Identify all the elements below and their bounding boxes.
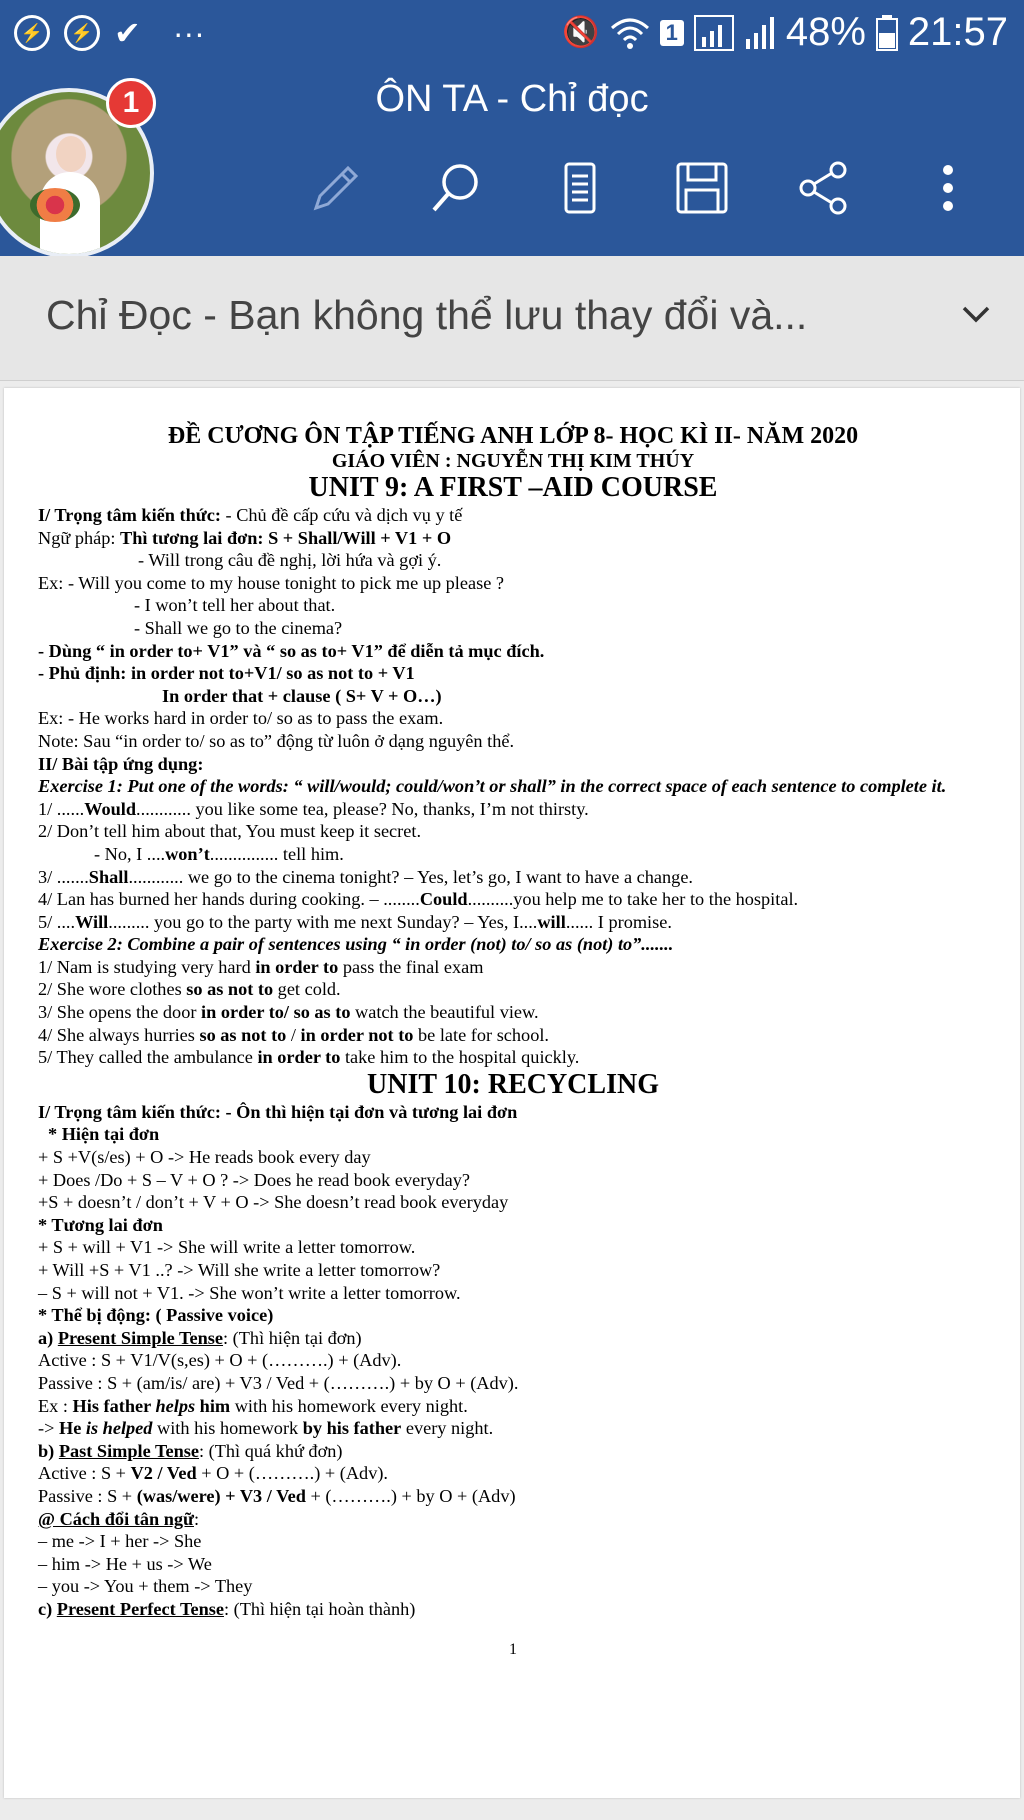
passive-example-2: [38, 1417, 988, 1440]
e1-2b-a: - No, I ....: [94, 843, 166, 864]
e2-2-a: 2/ She wore clothes: [38, 979, 187, 1000]
ex-object: him: [195, 1395, 231, 1416]
signal-icon: [694, 15, 734, 51]
present-simple-tense: [38, 1327, 988, 1350]
share-button[interactable]: [794, 158, 854, 218]
past-passive-a: Passive : S +: [38, 1485, 137, 1506]
e2-2-c: get cold.: [273, 979, 341, 1000]
e1-item-2b: [38, 843, 988, 866]
expand-banner-button[interactable]: [958, 296, 994, 337]
past-passive: [38, 1485, 988, 1508]
status-right-icons: [562, 10, 1008, 55]
ex2-helped: helped: [102, 1418, 153, 1439]
e2-3-c: watch the beautiful view.: [350, 1002, 539, 1023]
ps-line-3: +S + doesn’t / don’t + V + O -> She doesn’t read book everyday: [38, 1192, 509, 1213]
e1-5-c: ......... you go to the party with me next Sunday? – Yes, I....: [108, 911, 538, 932]
ppt-name: Present Perfect Tense: [56, 1598, 224, 1619]
u10-focus: I/ Trọng tâm kiến thức: - Ôn thì hiện tại đơn và tương lai đơn: [38, 1101, 518, 1122]
exercise-2-instructions: Exercise 2: Combine a pair of sentences using “ in order (not) to/ so as (not) to”.......: [38, 934, 674, 955]
past-active-c: + O + (……….) + (Adv).: [196, 1463, 388, 1484]
download-done-icon: ✔: [114, 15, 141, 51]
ps-line-2: + Does /Do + S – V + O ? -> Does he read book everyday?: [38, 1169, 470, 1190]
past-active-verb: V2 / Ved: [130, 1463, 197, 1484]
pencil-icon: [308, 160, 364, 216]
present-simple-heading: * Hiện tại đơn: [48, 1124, 160, 1145]
more-vertical-icon: [938, 160, 958, 216]
present-perfect-tense: [38, 1598, 988, 1621]
e2-4-answer: so as not to: [199, 1024, 287, 1045]
e1-1-answer: Would: [84, 798, 137, 819]
e1-item-1: [38, 798, 988, 821]
status-bar: [0, 0, 1024, 74]
battery-icon: [876, 15, 898, 51]
past-active: [38, 1462, 988, 1485]
ex2-subject: He: [58, 1418, 82, 1439]
e1-3-c: ............ we go to the cinema tonight? – Yes, let’s go, I want to have a change.: [128, 866, 694, 887]
pst-active: Active : S + V1/V(s,es) + O + (……….) + (Adv).: [38, 1350, 402, 1371]
u9-focus-label: I/ Trọng tâm kiến thức:: [38, 505, 221, 525]
exercise-1-instructions: Exercise 1: Put one of the words: “ will/would; could/won’t or shall” in the correct space of each sentence to complete it.: [38, 776, 947, 797]
e1-3-answer: Shall: [88, 866, 129, 887]
note-line: Note: Sau “in order to/ so as to” động từ luôn ở dạng nguyên thể.: [38, 730, 515, 751]
past-passive-c: + (……….) + by O + (Adv): [305, 1485, 516, 1506]
pron-colon: :: [193, 1508, 200, 1529]
ex2-end: every night.: [401, 1418, 494, 1439]
ex-prefix: Ex :: [38, 1395, 73, 1416]
e1-2b-c: ............... tell him.: [209, 843, 344, 864]
app-bar: [0, 74, 1024, 256]
unit9-heading: UNIT 9: A FIRST –AID COURSE: [308, 472, 718, 503]
e1-3-a: 3/ .......: [38, 866, 89, 887]
reading-view-button[interactable]: [550, 158, 610, 218]
battery-percent: 48%: [785, 10, 866, 54]
ex2-is: is: [85, 1418, 99, 1439]
wifi-icon: [610, 16, 650, 50]
e2-5-c: take him to the hospital quickly.: [340, 1047, 580, 1068]
example-4: Ex: - He works hard in order to/ so as to pass the exam.: [38, 708, 444, 729]
avatar-face: [56, 136, 86, 172]
past-name: Past Simple Tense: [58, 1440, 200, 1461]
pst-vi: : (Thì hiện tại đơn): [223, 1327, 362, 1348]
ex-rest: with his homework every night.: [230, 1395, 468, 1416]
e1-4-a: 4/ Lan has burned her hands during cooking. – ........: [38, 889, 420, 910]
u9-focus-text: - Chủ đề cấp cứu và dịch vụ y tế: [220, 505, 463, 525]
ppt-vi: : (Thì hiện tại hoàn thành): [223, 1598, 416, 1619]
ps-line-1: + S +V(s/es) + O -> He reads book every day: [38, 1147, 371, 1168]
avatar-flowers: [30, 188, 80, 222]
grammar-line: [38, 527, 988, 550]
e2-item-1: [38, 956, 988, 979]
past-vi: : (Thì quá khứ đơn): [199, 1440, 343, 1461]
in-order-that-rule: In order that + clause ( S+ V + O…): [162, 685, 442, 706]
e2-2-answer: so as not to: [186, 979, 274, 1000]
read-only-banner[interactable]: [0, 256, 1024, 381]
e1-1-a: 1/ ......: [38, 798, 85, 819]
example-1: Ex: - Will you come to my house tonight to pick me up please ?: [38, 572, 505, 593]
e2-5-a: 5/ They called the ambulance: [38, 1047, 258, 1068]
e2-3-a: 3/ She opens the door: [38, 1002, 201, 1023]
passive-example-1: [38, 1395, 988, 1418]
e1-2b-answer: won’t: [165, 843, 210, 864]
edit-button[interactable]: [306, 158, 366, 218]
ppt-label: c): [38, 1598, 57, 1619]
sim-icon: 1: [660, 20, 684, 46]
ex2-agent: by his father: [302, 1418, 402, 1439]
past-active-a: Active : S +: [38, 1463, 131, 1484]
ex-verb: helps: [155, 1395, 196, 1416]
negative-rule: - Phủ định: in order not to+V1/ so as not to + V1: [38, 663, 415, 684]
e2-1-answer: in order to: [255, 956, 339, 977]
purpose-rule: - Dùng “ in order to+ V1” và “ so as to+ V1” để diễn tả mục đích.: [38, 640, 545, 661]
e2-item-2: [38, 978, 988, 1001]
passive-heading: * Thể bị động: ( Passive voice): [38, 1305, 274, 1326]
e2-4-a: 4/ She always hurries: [38, 1024, 200, 1045]
document-content: [38, 422, 988, 1661]
e1-1-c: ............ you like some tea, please? No, thanks, I’m not thirsty.: [136, 798, 589, 819]
doc-title: ĐỀ CƯƠNG ÔN TẬP TIẾNG ANH LỚP 8- HỌC KÌ II- NĂM 2020: [167, 423, 859, 449]
grammar-prefix: Ngữ pháp:: [38, 527, 121, 548]
document-title: ÔN TA - Chỉ đọc: [375, 78, 649, 120]
pronoun-row-2: – him -> He + us -> We: [38, 1553, 212, 1574]
e1-5-answer-2: will: [537, 911, 566, 932]
e2-item-3: [38, 1001, 988, 1024]
ex2-prefix: ->: [38, 1418, 59, 1439]
mute-icon: 🔇: [562, 16, 600, 49]
e1-item-2: 2/ Don’t tell him about that, You must keep it secret.: [38, 821, 422, 842]
document-page[interactable]: [4, 388, 1020, 1798]
u9-focus: [38, 504, 988, 527]
page-number: 1: [509, 1640, 517, 1658]
pronoun-row-3: – you -> You + them -> They: [38, 1576, 253, 1597]
pst-label: a): [38, 1327, 58, 1348]
read-only-message: Chỉ Đọc - Bạn không thể lưu thay đổi và...: [46, 292, 808, 338]
example-3: - Shall we go to the cinema?: [134, 617, 343, 638]
pst-name: Present Simple Tense: [57, 1327, 224, 1348]
doc-teacher: GIÁO VIÊN : NGUYỄN THỊ KIM THÚY: [331, 450, 695, 472]
e2-1-c: pass the final exam: [338, 956, 484, 977]
messenger-icon: ⚡: [14, 15, 50, 51]
pronoun-row-1: – me -> I + her -> She: [38, 1531, 202, 1552]
past-label: b): [38, 1440, 59, 1461]
e1-5-a: 5/ ....: [38, 911, 76, 932]
e2-item-4: [38, 1024, 988, 1047]
more-options-button[interactable]: [918, 158, 978, 218]
e1-item-3: [38, 866, 988, 889]
future-simple-heading: * Tương lai đơn: [38, 1214, 163, 1235]
notification-badge: 1: [106, 78, 156, 128]
more-notifications-icon: ···: [172, 14, 205, 51]
save-button[interactable]: [672, 158, 732, 218]
document-view-icon: [552, 160, 608, 216]
fs-line-1: + S + will + V1 -> She will write a letter tomorrow.: [38, 1237, 416, 1258]
e1-4-answer: Could: [419, 889, 468, 910]
fs-line-3: – S + will not + V1. -> She won’t write a letter tomorrow.: [38, 1282, 461, 1303]
exercises-heading: II/ Bài tập ứng dụng:: [38, 753, 204, 774]
save-icon: [674, 160, 730, 216]
chevron-down-icon: [958, 296, 994, 332]
grammar-formula: Thì tương lai đơn: S + Shall/Will + V1 + O: [120, 527, 452, 548]
e1-4-c: ..........you help me to take her to the hospital.: [467, 889, 799, 910]
messenger-outline-icon: ⚡: [64, 15, 100, 51]
e1-5-e: ...... I promise.: [565, 911, 672, 932]
e2-item-5: [38, 1046, 988, 1069]
search-icon: [428, 160, 484, 216]
e2-4-c: /: [286, 1024, 301, 1045]
ex2-mid: with his homework: [152, 1418, 303, 1439]
share-icon: [796, 160, 852, 216]
ex-subject: His father: [72, 1395, 156, 1416]
e2-5-answer: in order to: [257, 1047, 341, 1068]
past-passive-verb: (was/were) + V3 / Ved: [136, 1485, 306, 1506]
e2-4-answer-2: in order not to: [300, 1024, 414, 1045]
pst-passive: Passive : S + (am/is/ are) + V3 / Ved + (……….) + by O + (Adv).: [38, 1372, 519, 1393]
unit10-heading: UNIT 10: RECYCLING: [367, 1068, 659, 1100]
will-note: - Will trong câu đề nghị, lời hứa và gợi ý.: [138, 550, 442, 571]
past-simple-tense: [38, 1440, 988, 1463]
status-left-icons: [14, 14, 205, 52]
pronoun-heading: [38, 1508, 988, 1531]
e2-4-e: be late for school.: [413, 1024, 549, 1045]
search-button[interactable]: [426, 158, 486, 218]
e2-3-answer: in order to/ so as to: [201, 1002, 351, 1023]
signal-bars-icon: [744, 15, 776, 51]
e2-1-a: 1/ Nam is studying very hard: [38, 956, 256, 977]
clock: 21:57: [907, 10, 1008, 54]
e1-5-answer: Will: [75, 911, 109, 932]
fs-line-2: + Will +S + V1 ..? -> Will she write a letter tomorrow?: [38, 1260, 441, 1280]
pron-head: @ Cách đổi tân ngữ: [38, 1508, 194, 1529]
example-2: - I won’t tell her about that.: [134, 595, 336, 616]
e1-item-4: [38, 888, 988, 911]
e1-item-5: [38, 911, 988, 934]
